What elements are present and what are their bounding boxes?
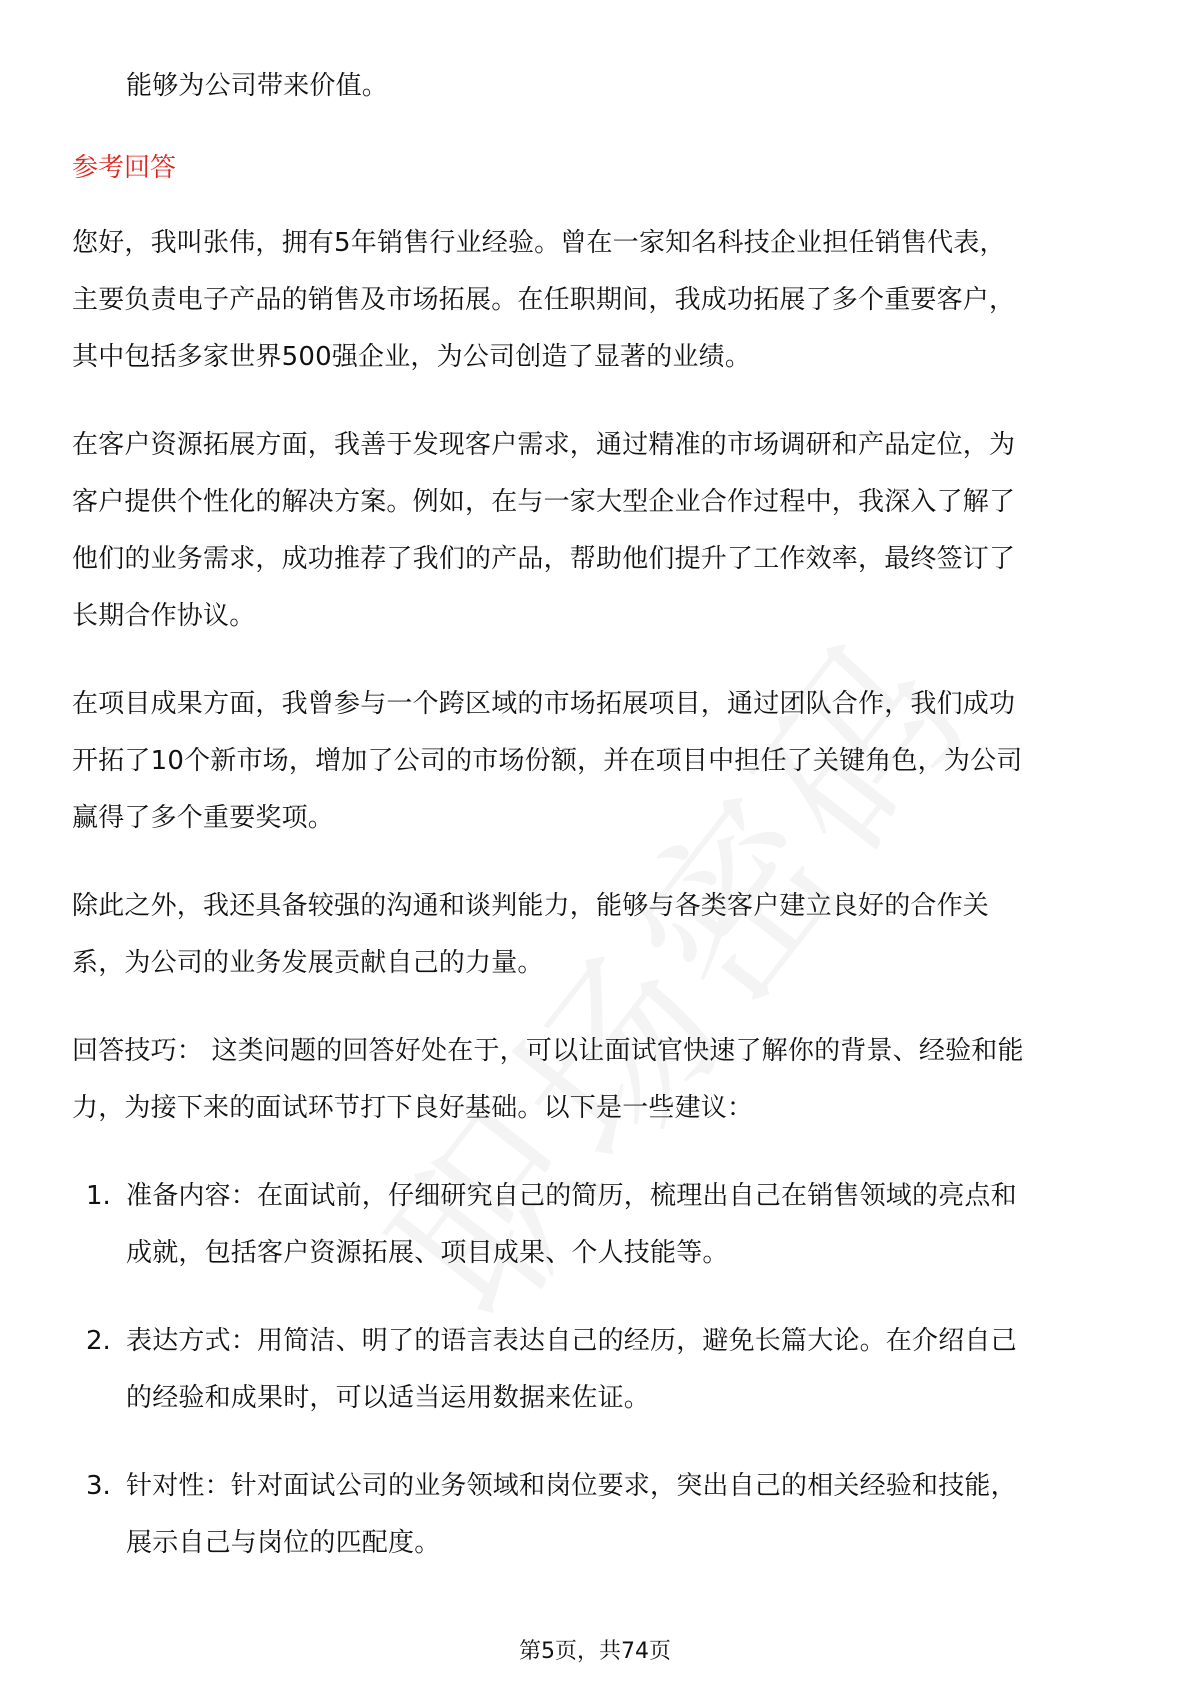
paragraph-line: 在项目成果方面，我曾参与一个跨区域的市场拓展项目，通过团队合作，我们成功: [72, 689, 1016, 719]
tip-line: 准备内容：在面试前，仔细研究自己的简历，梳理出自己在销售领域的亮点和: [126, 1181, 1017, 1211]
tip-line: 成就，包括客户资源拓展、项目成果、个人技能等。: [126, 1238, 729, 1268]
page-footer: 第5页，共74页: [519, 1639, 671, 1664]
tip-line: 展示自己与岗位的匹配度。: [126, 1528, 441, 1558]
paragraph-line: 系，为公司的业务发展贡献自己的力量。: [72, 948, 544, 978]
paragraph-line: 客户提供个性化的解决方案。例如，在与一家大型企业合作过程中，我深入了解了: [72, 487, 1016, 517]
tip-line: 表达方式：用简洁、明了的语言表达自己的经历，避免长篇大论。在介绍自己: [126, 1326, 1017, 1356]
paragraph-line: 其中包括多家世界500强企业，为公司创造了显著的业绩。: [72, 342, 752, 372]
tip-line: 针对性：针对面试公司的业务领域和岗位要求，突出自己的相关经验和技能，: [126, 1471, 1017, 1501]
list-number: 1.: [86, 1181, 111, 1211]
paragraph-line: 开拓了10个新市场，增加了公司的市场份额，并在项目中担任了关键角色，为公司: [72, 746, 1023, 776]
list-number: 3.: [86, 1471, 111, 1501]
paragraph-line: 您好，我叫张伟，拥有5年销售行业经验。曾在一家知名科技企业担任销售代表，: [72, 228, 1006, 258]
paragraph-line: 回答技巧： 这类问题的回答好处在于，可以让面试官快速了解你的背景、经验和能: [72, 1036, 1024, 1066]
paragraph-line: 除此之外，我还具备较强的沟通和谈判能力，能够与各类客户建立良好的合作关: [72, 891, 990, 921]
paragraph-line: 赢得了多个重要奖项。: [72, 803, 335, 833]
intro-tail-line: 能够为公司带来价值。: [126, 71, 389, 101]
paragraph-line: 力，为接下来的面试环节打下良好基础。以下是一些建议：: [72, 1093, 754, 1123]
paragraph-line: 在客户资源拓展方面，我善于发现客户需求，通过精准的市场调研和产品定位，为: [72, 430, 1016, 460]
section-heading: 参考回答: [72, 153, 177, 183]
paragraph-line: 他们的业务需求，成功推荐了我们的产品，帮助他们提升了工作效率，最终签订了: [72, 544, 1016, 574]
tip-line: 的经验和成果时，可以适当运用数据来佐证。: [126, 1383, 651, 1413]
list-number: 2.: [86, 1326, 111, 1356]
paragraph-line: 主要负责电子产品的销售及市场拓展。在任职期间，我成功拓展了多个重要客户，: [72, 285, 1016, 315]
paragraph-line: 长期合作协议。: [72, 601, 256, 631]
